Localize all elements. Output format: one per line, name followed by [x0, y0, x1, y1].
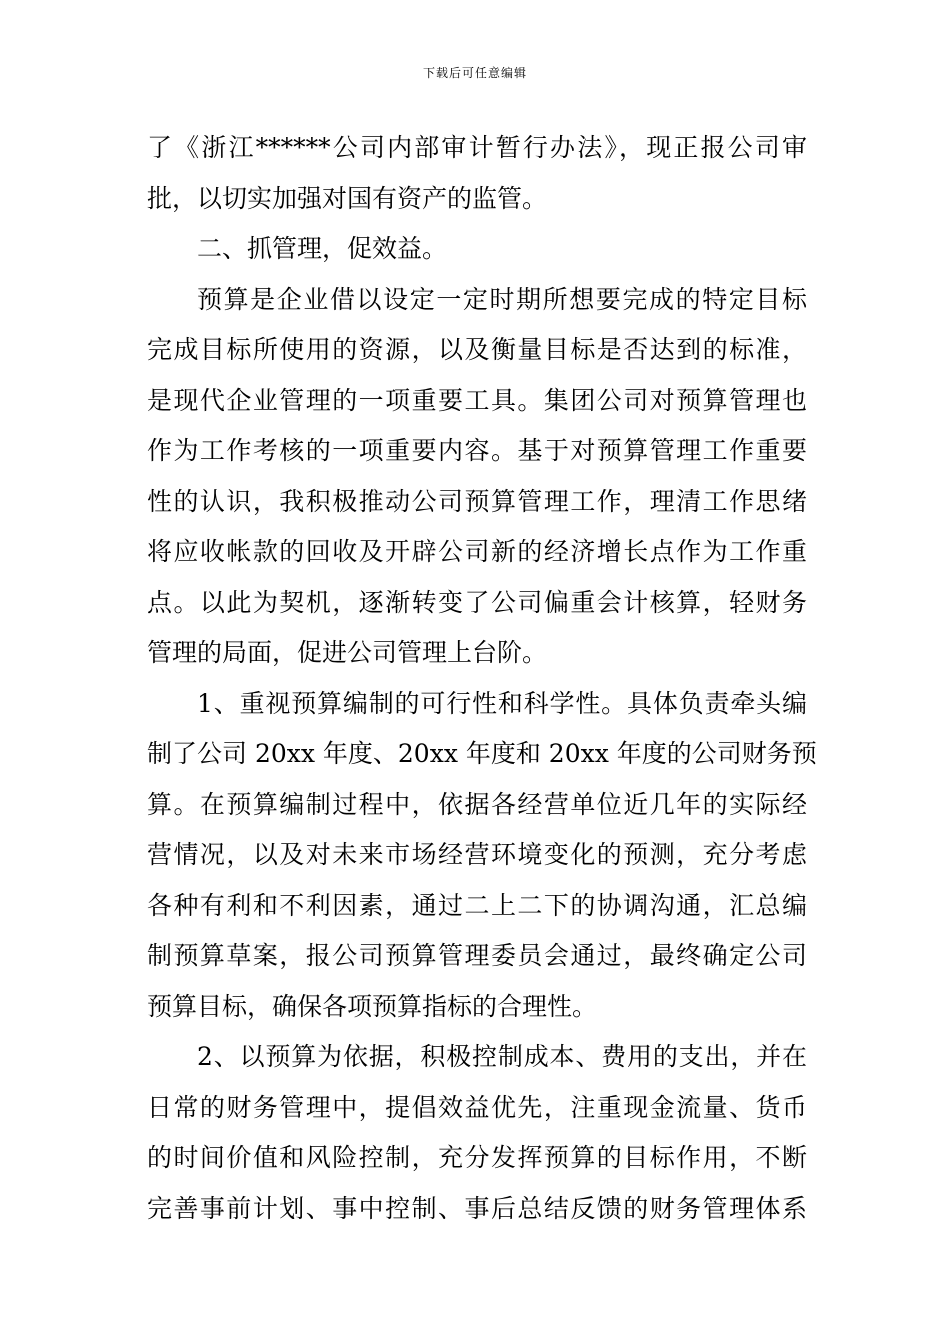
- text-line: 是现代企业管理的一项重要工具。集团公司对预算管理也: [147, 385, 807, 415]
- text-line: 算。在预算编制过程中，依据各经营单位近几年的实际经: [147, 789, 807, 819]
- text-line: 完成目标所使用的资源，以及衡量目标是否达到的标准，: [147, 335, 807, 364]
- text-line: 作为工作考核的一项重要内容。基于对预算管理工作重要: [147, 436, 807, 465]
- text-line: 性的认识，我积极推动公司预算管理工作，理清工作思绪: [147, 486, 807, 516]
- text-line: 点。以此为契机，逐渐转变了公司偏重会计核算，轻财务: [147, 587, 807, 617]
- paragraph-first-line: 预算是企业借以设定一定时期所想要完成的特定目标: [197, 284, 807, 314]
- text-line: 营情况，以及对未来市场经营环境变化的预测，充分考虑: [147, 840, 807, 869]
- text-line: 制了公司 20xx 年度、20xx 年度和 20xx 年度的公司财务预: [147, 739, 817, 768]
- text-line: 了《浙江******公司内部审计暂行办法》，现正报公司审: [147, 133, 807, 162]
- text-line: 完善事前计划、事中控制、事后总结反馈的财务管理体系: [147, 1193, 807, 1223]
- text-line: 日常的财务管理中，提倡效益优先，注重现金流量、货币: [147, 1092, 807, 1122]
- page-header: 下载后可任意编辑: [422, 66, 527, 80]
- document-body: [147, 123, 817, 1234]
- text-line: 制预算草案，报公司预算管理委员会通过，最终确定公司: [147, 941, 807, 970]
- text-line: 批，以切实加强对国有资产的监管。: [147, 183, 548, 213]
- text-line: 预算目标，确保各项预算指标的合理性。: [147, 991, 598, 1021]
- section-heading: 二、抓管理，促效益。: [197, 234, 448, 263]
- text-line: 的时间价值和风险控制，充分发挥预算的目标作用，不断: [147, 1143, 807, 1172]
- text-line: 各种有利和不利因素，通过二上二下的协调沟通，汇总编: [147, 890, 807, 920]
- text-line: 将应收帐款的回收及开辟公司新的经济增长点作为工作重: [147, 537, 807, 566]
- text-line: 管理的局面，促进公司管理上台阶。: [147, 638, 548, 667]
- paragraph-first-line: 1、重视预算编制的可行性和科学性。具体负责牵头编: [197, 688, 807, 718]
- paragraph-first-line: 2、以预算为依据，积极控制成本、费用的支出，并在: [197, 1042, 807, 1071]
